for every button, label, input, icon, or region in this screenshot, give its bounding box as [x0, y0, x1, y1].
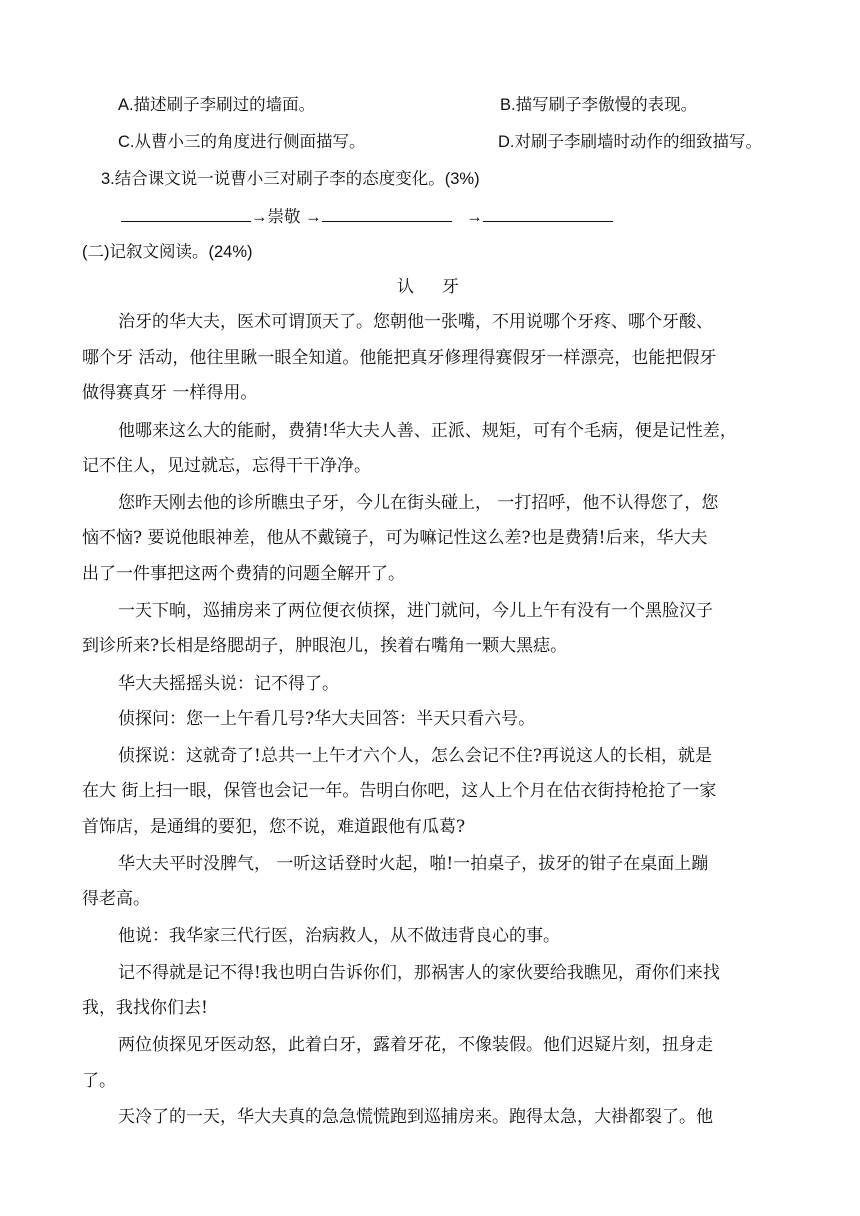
- arrow-3: →: [466, 208, 483, 226]
- title-char-1: 认: [397, 277, 414, 297]
- body-line: 我，我找你们去!: [82, 998, 208, 1018]
- article-title: [397, 276, 459, 298]
- question-3-answer-row: [121, 205, 613, 228]
- section-heading: (二)记叙文阅读。(24%): [82, 243, 253, 261]
- body-line: 得老高。: [82, 889, 150, 909]
- body-line: 恼不恼? 要说他眼神差，他从不戴镜子，可为嘛记性这么差?也是费猜!后来，华大夫: [82, 528, 708, 548]
- body-line: 记不得就是记不得!我也明白告诉你们，那祸害人的家伙要给我瞧见，甭你们来找: [118, 963, 720, 983]
- body-line: 在大 街上扫一眼，保管也会记一年。告明白你吧，这人上个月在估衣街持枪抢了一家: [82, 781, 717, 801]
- arrow-respect: →崇敬: [251, 208, 301, 226]
- arrow-2: →: [305, 208, 322, 226]
- body-line: 侦探问：您一上午看几号?华大夫回答：半天只看六号。: [118, 709, 536, 729]
- body-line: 哪个牙 活动，他往里瞅一眼全知道。他能把真牙修理得赛假牙一样漂亮，也能把假牙: [82, 348, 717, 368]
- body-line: 他说：我华家三代行医，治病救人，从不做违背良心的事。: [118, 926, 560, 946]
- body-line: 侦探说：这就奇了!总共一上午才六个人，怎么会记不住?再说这人的长相，就是: [118, 746, 712, 766]
- body-line: 一天下晌，巡捕房来了两位便衣侦探，进门就问，今儿上午有没有一个黑脸汉子: [118, 601, 713, 621]
- option-b: B.描写刷子李傲慢的表现。: [500, 96, 698, 114]
- body-line: 天冷了的一天，华大夫真的急急慌慌跑到巡捕房来。跑得太急，大褂都裂了。他: [118, 1107, 713, 1127]
- body-line: 记不住人，见过就忘，忘得干干净净。: [82, 456, 371, 476]
- body-line: 治牙的华大夫，医术可谓顶天了。您朝他一张嘴，不用说哪个牙疼、哪个牙酸、: [118, 312, 713, 332]
- title-char-2: 牙: [442, 277, 459, 297]
- body-line: 做得赛真牙 一样得用。: [82, 383, 258, 403]
- body-line: 了。: [82, 1071, 116, 1091]
- body-line: 出了一件事把这两个费猜的问题全解开了。: [82, 564, 405, 584]
- answer-blank-2[interactable]: [322, 205, 452, 222]
- option-c: C.从曹小三的角度进行侧面描写。: [118, 133, 366, 151]
- body-line: 到诊所来?长相是络腮胡子，肿眼泡儿，挨着右嘴角一颗大黑痣。: [82, 636, 568, 656]
- option-d: D.对刷子李刷墙时动作的细致描写。: [498, 133, 762, 151]
- body-line: 两位侦探见牙医动怒，此着白牙，露着牙花，不像装假。他们迟疑片刻，扭身走: [118, 1035, 713, 1055]
- body-line: 您昨天刚去他的诊所瞧虫子牙，今儿在街头碰上， 一打招呼，他不认得您了，您: [118, 493, 719, 513]
- option-a: A.描述刷子李刷过的墙面。: [118, 96, 316, 114]
- answer-blank-1[interactable]: [121, 205, 251, 222]
- body-line: 华大夫平时没脾气， 一听这话登时火起，啪!一拍桌子，拔牙的钳子在桌面上蹦: [118, 854, 709, 874]
- body-line: 华大夫摇摇头说：记不得了。: [118, 674, 339, 694]
- body-line: 他哪来这么大的能耐，费猜!华大夫人善、正派、规矩，可有个毛病，便是记性差，: [118, 421, 737, 441]
- answer-blank-3[interactable]: [483, 205, 613, 222]
- body-line: 首饰店，是通缉的要犯，您不说，难道跟他有瓜葛?: [82, 817, 466, 837]
- question-3-prompt: 3.结合课文说一说曹小三对刷子李的态度变化。(3%): [101, 170, 480, 188]
